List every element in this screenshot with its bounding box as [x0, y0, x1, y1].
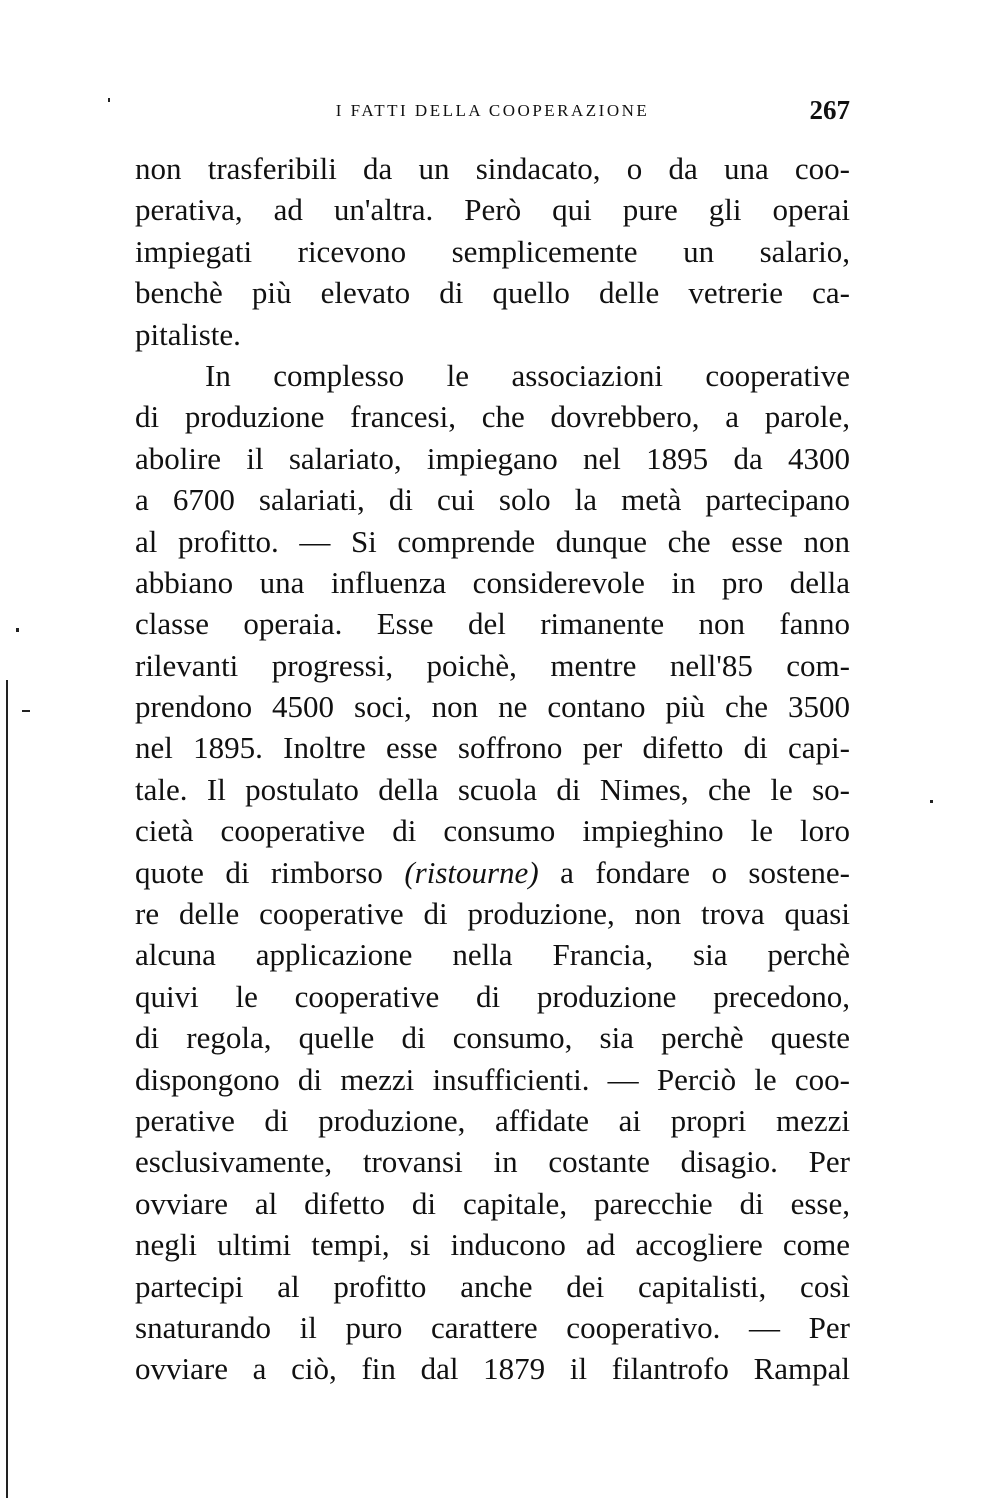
italic-term: (ristourne) [404, 854, 539, 890]
text-line: snaturando il puro carattere cooperativo. — Per [135, 1309, 850, 1345]
text-line: esclusivamente, trovansi in costante disagio. Per [135, 1144, 850, 1180]
text-line: In complesso le associazioni cooperative [205, 357, 850, 393]
text-line: tale. Il postulato della scuola di Nimes, che le so- [135, 771, 850, 807]
running-title: I FATTI DELLA COOPERAZIONE [335, 101, 650, 120]
text-line: prendono 4500 soci, non ne contano più che 3500 [135, 689, 850, 725]
text-line: cietà cooperative di consumo impieghino le loro [135, 813, 850, 849]
text-line: abolire il salariato, impiegano nel 1895 da 4300 [135, 440, 850, 476]
text-line: rilevanti progressi, poichè, mentre nell'85 com- [135, 647, 850, 683]
text-line: dispongono di mezzi insufficienti. — Perciò le coo- [135, 1061, 850, 1097]
text-line: alcuna applicazione nella Francia, sia perchè [135, 937, 850, 973]
text-line: abbiano una influenza considerevole in pro della [135, 564, 850, 600]
text-line [135, 852, 850, 893]
body-text [135, 148, 850, 1390]
text-line: re delle cooperative di produzione, non trova quasi [135, 896, 850, 932]
text-segment: quote di rimborso [135, 854, 405, 890]
margin-speck [108, 98, 110, 102]
text-line: negli ultimi tempi, si inducono ad accogliere come [135, 1227, 850, 1263]
running-head [135, 95, 850, 125]
text-line: perativa, ad un'altra. Però qui pure gli operai [135, 192, 850, 228]
text-line: ovviare a ciò, fin dal 1879 il filantrofo Rampal [135, 1351, 850, 1387]
margin-speck [16, 628, 19, 632]
margin-speck [22, 710, 30, 712]
margin-speck [930, 800, 933, 803]
text-line: ovviare al difetto di capitale, parecchie di esse, [135, 1185, 850, 1221]
text-segment: a fondare o sostene- [538, 854, 850, 890]
text-line: di produzione francesi, che dovrebbero, a parole, [135, 399, 850, 435]
text-line: quivi le cooperative di produzione precedono, [135, 978, 850, 1014]
text-line: al profitto. — Si comprende dunque che esse non [135, 523, 850, 559]
text-line: perative di produzione, affidate ai propri mezzi [135, 1102, 850, 1138]
text-line: benchè più elevato di quello delle vetrerie ca- [135, 275, 850, 311]
text-line: classe operaia. Esse del rimanente non fanno [135, 606, 850, 642]
text-line: a 6700 salariati, di cui solo la metà partecipano [135, 482, 850, 518]
text-line: nel 1895. Inoltre esse soffrono per difetto di capi- [135, 730, 850, 766]
text-line: di regola, quelle di consumo, sia perchè queste [135, 1020, 850, 1056]
text-line: non trasferibili da un sindacato, o da una coo- [135, 151, 850, 186]
page-number: 267 [809, 95, 850, 125]
text-line: partecipi al profitto anche dei capitalisti, così [135, 1268, 850, 1304]
text-line: impiegati ricevono semplicemente un salario, [135, 233, 850, 269]
binding-edge-line [6, 680, 8, 1498]
text-line: pitaliste. [135, 316, 241, 352]
